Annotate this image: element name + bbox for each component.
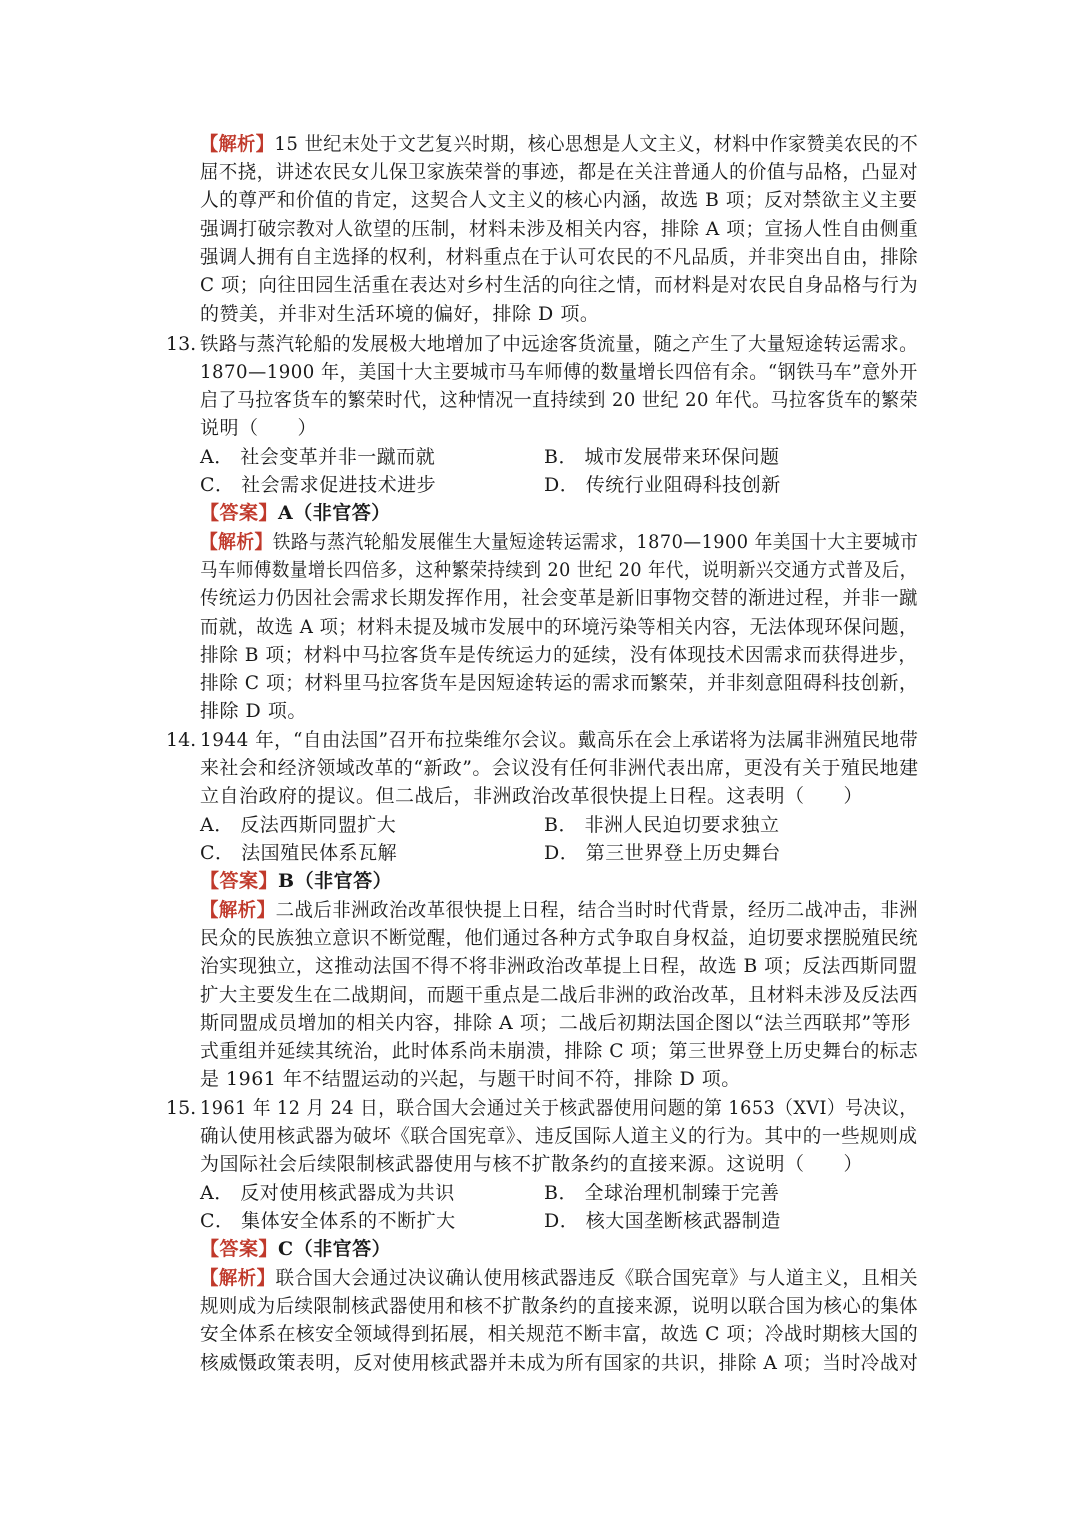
q12-analysis-line: C 项；向往田园生活重在表达对乡村生活的向往之情，而材料是对农民自身品格与行为 bbox=[200, 274, 919, 296]
option-c: C． 法国殖民体系瓦解 bbox=[200, 842, 398, 864]
q12-analysis-line: 强调人拥有自主选择的权利，材料重点在于认可农民的不凡品质，并非突出自由，排除 bbox=[200, 246, 919, 268]
q15-stem-line: 为国际社会后续限制核武器使用与核不扩散条约的直接来源。这说明（ ） bbox=[200, 1153, 864, 1175]
q12-analysis-line: 人的尊严和价值的肯定，这契合人文主义的核心内涵，故选 B 项；反对禁欲主义主要 bbox=[200, 189, 918, 211]
answer-label: 【答案】 bbox=[200, 1238, 279, 1260]
q15-stem-line: 1961 年 12 月 24 日，联合国大会通过关于核武器使用问题的第 1653（XVI）号决议， bbox=[200, 1097, 918, 1119]
q14-analysis-line: 治实现独立，这推动法国不得不将非洲政治改革提上日程，故选 B 项；反法西斯同盟 bbox=[200, 955, 918, 977]
q13-stem-line: 铁路与蒸汽轮船的发展极大地增加了中远途客货流量，随之产生了大量短途转运需求。 bbox=[200, 333, 919, 355]
option-b: B． 非洲人民迫切要求独立 bbox=[544, 814, 780, 836]
question-number: 13. bbox=[166, 333, 197, 355]
q14-stem-line: 1944 年，“自由法国”召开布拉柴维尔会议。戴高乐在会上承诺将为法属非洲殖民地带 bbox=[200, 729, 919, 751]
q12-analysis-line: 强调打破宗教对人欲望的压制，材料未涉及相关内容，排除 A 项；宣扬人性自由侧重 bbox=[200, 218, 919, 240]
option-d: D． 核大国垄断核武器制造 bbox=[544, 1210, 781, 1232]
option-d: D． 传统行业阻碍科技创新 bbox=[544, 474, 781, 496]
answer-label: 【答案】 bbox=[200, 502, 279, 524]
q14-answer: 【答案】B（非官答） bbox=[200, 870, 393, 892]
q13-stem-line: 1870—1900 年，美国十大主要城市马车师傅的数量增长四倍有余。“钢铁马车”意外开 bbox=[200, 361, 918, 383]
q14-analysis-line: 民众的民族独立意识不断觉醒，他们通过各种方式争取自身权益，迫切要求摆脱殖民统 bbox=[200, 927, 919, 949]
analysis-label: 【解析】 bbox=[200, 531, 273, 553]
q15-answer: 【答案】C（非官答） bbox=[200, 1238, 392, 1260]
answer-label: 【答案】 bbox=[200, 870, 279, 892]
q14-analysis-line: 斯同盟成员增加的相关内容，排除 A 项；二战后初期法国企图以“法兰西联邦”等形 bbox=[200, 1012, 911, 1034]
q14-stem-line: 立自治政府的提议。但二战后，非洲政治改革很快提上日程。这表明（ ） bbox=[200, 785, 864, 807]
q14-analysis-line: 是 1961 年不结盟运动的兴起，与题干时间不符，排除 D 项。 bbox=[200, 1068, 741, 1090]
question-number: 14. bbox=[166, 729, 197, 751]
option-b: B． 全球治理机制臻于完善 bbox=[544, 1182, 780, 1204]
analysis-label: 【解析】 bbox=[200, 133, 275, 155]
q14-stem-line: 来社会和经济领域改革的“新政”。会议没有任何非洲代表出席，更没有关于殖民地建 bbox=[200, 757, 919, 779]
q15-analysis-line: 安全体系在核安全领域得到拓展，相关规范不断丰富，故选 C 项；冷战时期核大国的 bbox=[200, 1323, 919, 1345]
analysis-label: 【解析】 bbox=[200, 1267, 276, 1289]
q13-answer: 【答案】A（非官答） bbox=[200, 502, 391, 524]
q14-analysis-line: 式重组并延续其统治，此时体系尚未崩溃，排除 C 项；第三世界登上历史舞台的标志 bbox=[200, 1040, 919, 1062]
q15-analysis-line: 规则成为后续限制核武器使用和核不扩散条约的直接来源，说明以联合国为核心的集体 bbox=[200, 1295, 919, 1317]
option-a: A． 反对使用核武器成为共识 bbox=[200, 1182, 455, 1204]
q13-stem-line: 说明（ ） bbox=[200, 417, 318, 439]
analysis-label: 【解析】 bbox=[200, 899, 276, 921]
q15-stem-line: 确认使用核武器为破坏《联合国宪章》、违反国际人道主义的行为。其中的一些规则成 bbox=[200, 1125, 918, 1147]
q15-analysis-line: 【解析】联合国大会通过决议确认使用核武器违反《联合国宪章》与人道主义，且相关 bbox=[200, 1267, 919, 1289]
q12-analysis-line: 屈不挠，讲述农民女儿保卫家族荣誉的事迹，都是在关注普通人的价值与品格，凸显对 bbox=[200, 161, 919, 183]
q13-analysis-line: 传统运力仍因社会需求长期发挥作用，社会变革是新旧事物交替的渐进过程，并非一蹴 bbox=[200, 587, 919, 609]
q15-analysis-line: 核威慑政策表明，反对使用核武器并未成为所有国家的共识，排除 A 项；当时冷战对 bbox=[200, 1352, 919, 1374]
q13-analysis-line: 而就，故选 A 项；材料未提及城市发展中的环境污染等相关内容，无法体现环保问题， bbox=[200, 616, 918, 638]
q13-analysis-line: 排除 B 项；材料中马拉客货车是传统运力的延续，没有体现技术因需求而获得进步， bbox=[200, 644, 918, 666]
option-a: A． 反法西斯同盟扩大 bbox=[200, 814, 397, 836]
q13-analysis-line: 马车师傅数量增长四倍多，这种繁荣持续到 20 世纪 20 年代，说明新兴交通方式普及后， bbox=[200, 559, 918, 581]
question-number: 15. bbox=[166, 1097, 197, 1119]
q13-stem-line: 启了马拉客货车的繁荣时代，这种情况一直持续到 20 世纪 20 年代。马拉客货车的繁荣 bbox=[200, 389, 919, 411]
option-b: B． 城市发展带来环保问题 bbox=[544, 446, 780, 468]
q13-analysis-line: 排除 C 项；材料里马拉客货车是因短途转运的需求而繁荣，并非刻意阻碍科技创新， bbox=[200, 672, 919, 694]
option-c: C． 集体安全体系的不断扩大 bbox=[200, 1210, 456, 1232]
q13-analysis-line: 【解析】铁路与蒸汽轮船发展催生大量短途转运需求，1870—1900 年美国十大主要城市 bbox=[200, 531, 919, 553]
option-c: C． 社会需求促进技术进步 bbox=[200, 474, 437, 496]
q13-analysis-line: 排除 D 项。 bbox=[200, 700, 307, 722]
option-a: A． 社会变革并非一蹴而就 bbox=[200, 446, 436, 468]
option-d: D． 第三世界登上历史舞台 bbox=[544, 842, 781, 864]
q14-analysis-line: 【解析】二战后非洲政治改革很快提上日程，结合当时时代背景，经历二战冲击，非洲 bbox=[200, 899, 919, 921]
q12-analysis-line: 【解析】15 世纪末处于文艺复兴时期，核心思想是人文主义，材料中作家赞美农民的不 bbox=[200, 133, 919, 155]
q12-analysis-line: 的赞美，并非对生活环境的偏好，排除 D 项。 bbox=[200, 303, 600, 325]
q14-analysis-line: 扩大主要发生在二战期间，而题干重点是二战后非洲的政治改革，且材料未涉及反法西 bbox=[200, 984, 919, 1006]
